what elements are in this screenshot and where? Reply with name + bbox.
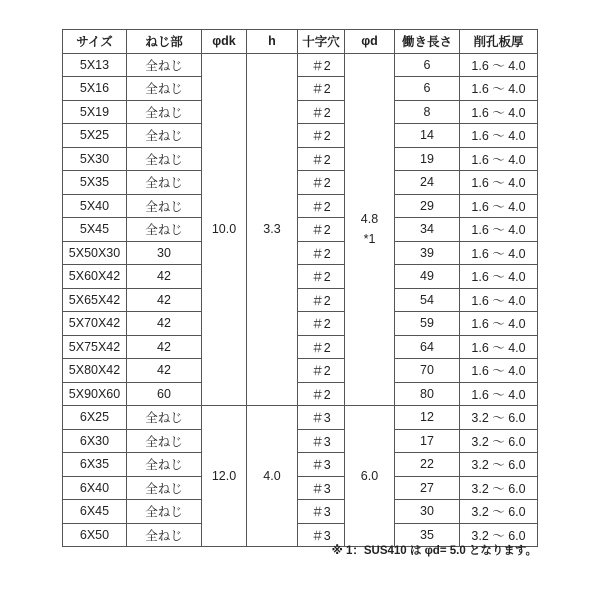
size-cell: 6X45 xyxy=(63,500,127,524)
header-head-height: h xyxy=(247,30,298,54)
drill-thickness-cell: 3.2 ～ 6.0 xyxy=(460,453,538,477)
cross-recess-cell: ＃2 xyxy=(298,382,345,406)
working-length-cell: 39 xyxy=(395,241,460,265)
size-cell: 5X35 xyxy=(63,171,127,195)
working-length-cell: 64 xyxy=(395,335,460,359)
cross-recess-cell: ＃2 xyxy=(298,218,345,242)
working-length-cell: 29 xyxy=(395,194,460,218)
working-length-cell: 34 xyxy=(395,218,460,242)
drill-thickness-cell: 3.2 ～ 6.0 xyxy=(460,523,538,547)
table-row xyxy=(63,124,538,148)
table-row xyxy=(63,241,538,265)
cross-recess-cell: ＃3 xyxy=(298,453,345,477)
size-cell: 6X30 xyxy=(63,429,127,453)
size-cell: 5X45 xyxy=(63,218,127,242)
thread-cell: 全ねじ xyxy=(127,476,202,500)
cross-recess-cell: ＃2 xyxy=(298,359,345,383)
thread-cell: 全ねじ xyxy=(127,218,202,242)
working-length-cell: 70 xyxy=(395,359,460,383)
size-cell: 5X75X42 xyxy=(63,335,127,359)
head-height-cell: 3.3 xyxy=(247,53,298,406)
size-cell: 5X25 xyxy=(63,124,127,148)
cross-recess-cell: ＃2 xyxy=(298,53,345,77)
cross-recess-cell: ＃2 xyxy=(298,147,345,171)
cross-recess-cell: ＃2 xyxy=(298,124,345,148)
thread-cell: 42 xyxy=(127,312,202,336)
size-cell: 5X13 xyxy=(63,53,127,77)
table-row xyxy=(63,288,538,312)
cross-recess-cell: ＃2 xyxy=(298,265,345,289)
table-row xyxy=(63,382,538,406)
drill-thickness-cell: 1.6 ～ 4.0 xyxy=(460,241,538,265)
size-cell: 5X80X42 xyxy=(63,359,127,383)
drill-thickness-cell: 1.6 ～ 4.0 xyxy=(460,218,538,242)
table-row xyxy=(63,453,538,477)
working-length-cell: 14 xyxy=(395,124,460,148)
cross-recess-cell: ＃2 xyxy=(298,171,345,195)
thread-cell: 全ねじ xyxy=(127,523,202,547)
thread-cell: 全ねじ xyxy=(127,53,202,77)
thread-cell: 全ねじ xyxy=(127,147,202,171)
working-length-cell: 49 xyxy=(395,265,460,289)
working-length-cell: 30 xyxy=(395,500,460,524)
shaft-diameter-value: 4.8 xyxy=(360,212,379,227)
size-cell: 5X50X30 xyxy=(63,241,127,265)
header-shaft-diameter: φd xyxy=(345,30,395,54)
size-cell: 6X40 xyxy=(63,476,127,500)
table-row xyxy=(63,359,538,383)
thread-cell: 42 xyxy=(127,359,202,383)
thread-cell: 42 xyxy=(127,288,202,312)
working-length-cell: 54 xyxy=(395,288,460,312)
drill-thickness-cell: 1.6 ～ 4.0 xyxy=(460,359,538,383)
working-length-cell: 35 xyxy=(395,523,460,547)
thread-cell: 全ねじ xyxy=(127,77,202,101)
size-cell: 5X90X60 xyxy=(63,382,127,406)
size-cell: 6X35 xyxy=(63,453,127,477)
cross-recess-cell: ＃2 xyxy=(298,194,345,218)
thread-cell: 全ねじ xyxy=(127,100,202,124)
table-row xyxy=(63,194,538,218)
table-row xyxy=(63,500,538,524)
head-diameter-cell: 12.0 xyxy=(202,406,247,547)
cross-recess-cell: ＃3 xyxy=(298,523,345,547)
header-head-diameter: φdk xyxy=(202,30,247,54)
cross-recess-cell: ＃2 xyxy=(298,335,345,359)
size-cell: 6X25 xyxy=(63,406,127,430)
drill-thickness-cell: 3.2 ～ 6.0 xyxy=(460,500,538,524)
drill-thickness-cell: 1.6 ～ 4.0 xyxy=(460,53,538,77)
header-size: サイズ xyxy=(63,30,127,54)
shaft-diameter-note: *1 xyxy=(363,232,376,247)
drill-thickness-cell: 3.2 ～ 6.0 xyxy=(460,476,538,500)
table-row xyxy=(63,171,538,195)
shaft-diameter-cell xyxy=(345,406,395,547)
working-length-cell: 8 xyxy=(395,100,460,124)
size-cell: 5X16 xyxy=(63,77,127,101)
drill-thickness-cell: 1.6 ～ 4.0 xyxy=(460,312,538,336)
working-length-cell: 19 xyxy=(395,147,460,171)
thread-cell: 42 xyxy=(127,335,202,359)
thread-cell: 30 xyxy=(127,241,202,265)
size-cell: 5X19 xyxy=(63,100,127,124)
cross-recess-cell: ＃3 xyxy=(298,406,345,430)
size-cell: 5X30 xyxy=(63,147,127,171)
size-cell: 6X50 xyxy=(63,523,127,547)
drill-thickness-cell: 1.6 ～ 4.0 xyxy=(460,382,538,406)
table-row xyxy=(63,77,538,101)
drill-thickness-cell: 1.6 ～ 4.0 xyxy=(460,288,538,312)
drill-thickness-cell: 1.6 ～ 4.0 xyxy=(460,100,538,124)
table-row xyxy=(63,265,538,289)
size-cell: 5X70X42 xyxy=(63,312,127,336)
cross-recess-cell: ＃3 xyxy=(298,500,345,524)
working-length-cell: 6 xyxy=(395,77,460,101)
screw-spec-table xyxy=(62,29,538,547)
shaft-diameter-value: 6.0 xyxy=(360,469,379,483)
shaft-diameter-cell xyxy=(345,53,395,406)
table-row xyxy=(63,312,538,336)
size-cell: 5X60X42 xyxy=(63,265,127,289)
working-length-cell: 80 xyxy=(395,382,460,406)
table-row xyxy=(63,53,538,77)
table-row xyxy=(63,100,538,124)
drill-thickness-cell: 1.6 ～ 4.0 xyxy=(460,147,538,171)
thread-cell: 60 xyxy=(127,382,202,406)
working-length-cell: 27 xyxy=(395,476,460,500)
cross-recess-cell: ＃2 xyxy=(298,100,345,124)
table-body xyxy=(63,53,538,547)
header-row xyxy=(63,30,538,54)
header-drill-thickness: 削孔板厚 xyxy=(460,30,538,54)
header-working-length: 働き長さ xyxy=(395,30,460,54)
size-cell: 5X40 xyxy=(63,194,127,218)
thread-cell: 全ねじ xyxy=(127,171,202,195)
cross-recess-cell: ＃3 xyxy=(298,476,345,500)
table-row xyxy=(63,429,538,453)
drill-thickness-cell: 1.6 ～ 4.0 xyxy=(460,171,538,195)
cross-recess-cell: ＃2 xyxy=(298,312,345,336)
working-length-cell: 6 xyxy=(395,53,460,77)
size-cell: 5X65X42 xyxy=(63,288,127,312)
cross-recess-cell: ＃2 xyxy=(298,288,345,312)
header-cross-recess: 十字穴 xyxy=(298,30,345,54)
drill-thickness-cell: 1.6 ～ 4.0 xyxy=(460,265,538,289)
drill-thickness-cell: 1.6 ～ 4.0 xyxy=(460,124,538,148)
working-length-cell: 59 xyxy=(395,312,460,336)
head-height-cell: 4.0 xyxy=(247,406,298,547)
working-length-cell: 17 xyxy=(395,429,460,453)
working-length-cell: 12 xyxy=(395,406,460,430)
table-row xyxy=(63,476,538,500)
drill-thickness-cell: 3.2 ～ 6.0 xyxy=(460,429,538,453)
drill-thickness-cell: 1.6 ～ 4.0 xyxy=(460,335,538,359)
working-length-cell: 24 xyxy=(395,171,460,195)
working-length-cell: 22 xyxy=(395,453,460,477)
head-diameter-cell: 10.0 xyxy=(202,53,247,406)
footnote: ※ 1：SUS410 は φd= 5.0 となります。 xyxy=(331,545,537,557)
cross-recess-cell: ＃2 xyxy=(298,241,345,265)
table-row xyxy=(63,335,538,359)
drill-thickness-cell: 3.2 ～ 6.0 xyxy=(460,406,538,430)
thread-cell: 全ねじ xyxy=(127,429,202,453)
table-row xyxy=(63,218,538,242)
header-thread: ねじ部 xyxy=(127,30,202,54)
thread-cell: 42 xyxy=(127,265,202,289)
cross-recess-cell: ＃2 xyxy=(298,77,345,101)
thread-cell: 全ねじ xyxy=(127,453,202,477)
thread-cell: 全ねじ xyxy=(127,124,202,148)
thread-cell: 全ねじ xyxy=(127,406,202,430)
drill-thickness-cell: 1.6 ～ 4.0 xyxy=(460,194,538,218)
thread-cell: 全ねじ xyxy=(127,194,202,218)
table-row xyxy=(63,406,538,430)
cross-recess-cell: ＃3 xyxy=(298,429,345,453)
table-row xyxy=(63,147,538,171)
drill-thickness-cell: 1.6 ～ 4.0 xyxy=(460,77,538,101)
thread-cell: 全ねじ xyxy=(127,500,202,524)
